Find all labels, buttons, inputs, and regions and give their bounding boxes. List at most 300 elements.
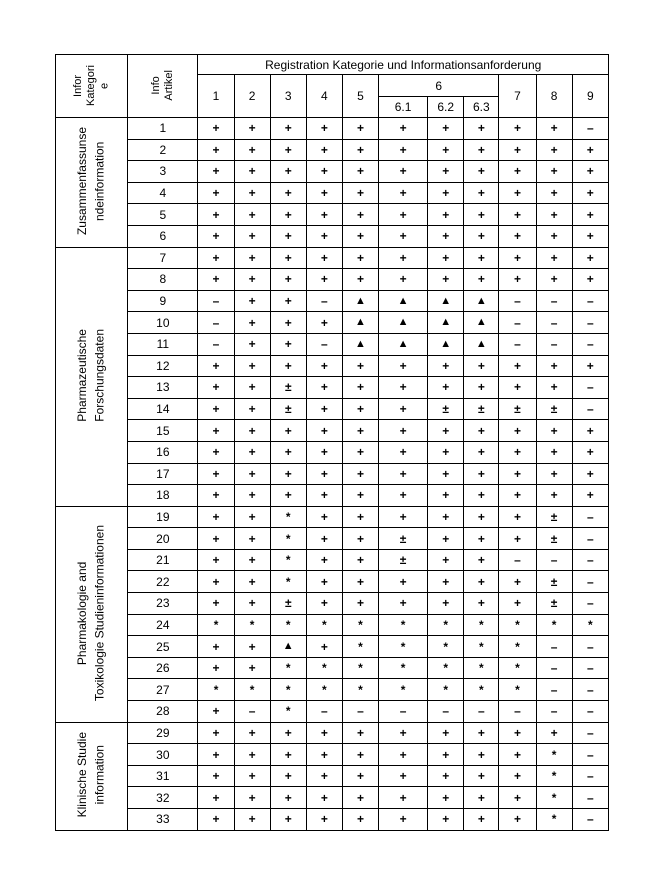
requirement-cell: *: [198, 614, 234, 636]
requirement-cell: +: [464, 593, 499, 615]
table-row: [56, 441, 609, 463]
requirement-cell: +: [306, 420, 342, 442]
requirement-cell: +: [234, 355, 270, 377]
article-number: 19: [128, 506, 198, 528]
requirement-cell: +: [342, 809, 378, 831]
requirement-cell: +: [270, 722, 306, 744]
requirement-cell: +: [464, 787, 499, 809]
table-row: [56, 506, 609, 528]
requirement-cell: +: [234, 549, 270, 571]
requirement-cell: *: [464, 657, 499, 679]
requirement-cell: +: [379, 787, 428, 809]
requirement-cell: –: [536, 549, 572, 571]
requirement-cell: +: [234, 787, 270, 809]
requirement-cell: +: [198, 204, 234, 226]
requirement-cell: +: [499, 204, 536, 226]
requirement-cell: +: [234, 161, 270, 183]
requirement-cell: +: [234, 722, 270, 744]
requirement-cell: +: [428, 593, 464, 615]
table-row: [56, 485, 609, 507]
requirement-cell: ±: [536, 571, 572, 593]
requirement-cell: +: [234, 441, 270, 463]
requirement-cell: +: [428, 139, 464, 161]
requirement-cell: +: [499, 571, 536, 593]
category-cell: [56, 118, 128, 248]
table-row: [56, 377, 609, 399]
requirement-cell: *: [270, 679, 306, 701]
requirement-cell: +: [198, 744, 234, 766]
requirement-cell: +: [198, 398, 234, 420]
table-row: [56, 398, 609, 420]
requirement-cell: –: [499, 312, 536, 334]
requirement-cell: ±: [536, 398, 572, 420]
requirement-cell: *: [379, 636, 428, 658]
article-number: 12: [128, 355, 198, 377]
requirement-cell: +: [428, 269, 464, 291]
requirement-cell: +: [499, 225, 536, 247]
requirement-cell: +: [306, 355, 342, 377]
requirement-cell: +: [536, 463, 572, 485]
article-number: 25: [128, 636, 198, 658]
requirement-cell: +: [499, 809, 536, 831]
requirement-cell: +: [198, 787, 234, 809]
article-number: 29: [128, 722, 198, 744]
category-label: Klinische Studie information: [75, 732, 107, 818]
requirement-cell: –: [306, 290, 342, 312]
requirement-cell: +: [234, 398, 270, 420]
requirement-cell: +: [464, 355, 499, 377]
requirement-cell: +: [342, 118, 378, 140]
requirement-cell: +: [428, 182, 464, 204]
col-header-9: 9: [572, 75, 608, 118]
requirement-cell: *: [342, 636, 378, 658]
requirement-cell: *: [234, 614, 270, 636]
table-row: [56, 204, 609, 226]
requirement-cell: +: [198, 441, 234, 463]
requirement-cell: +: [428, 485, 464, 507]
table-title: Registration Kategorie und Informationsanforderung: [198, 55, 609, 75]
requirement-cell: +: [499, 355, 536, 377]
table-row: [56, 225, 609, 247]
requirement-cell: +: [572, 269, 608, 291]
requirement-cell: +: [379, 420, 428, 442]
requirement-cell: +: [270, 765, 306, 787]
requirement-cell: +: [428, 377, 464, 399]
requirement-cell: +: [464, 225, 499, 247]
table-row: [56, 463, 609, 485]
requirement-cell: +: [306, 593, 342, 615]
requirement-cell: –: [572, 549, 608, 571]
requirement-cell: +: [270, 420, 306, 442]
col-header-1: 1: [198, 75, 234, 118]
requirement-cell: +: [234, 312, 270, 334]
article-number: 26: [128, 657, 198, 679]
category-cell: [56, 506, 128, 722]
table-row: [56, 312, 609, 334]
requirement-cell: –: [306, 333, 342, 355]
article-number: 24: [128, 614, 198, 636]
requirement-cell: +: [499, 744, 536, 766]
requirement-cell: +: [379, 463, 428, 485]
requirement-cell: +: [464, 506, 499, 528]
article-number: 20: [128, 528, 198, 550]
requirement-cell: +: [234, 182, 270, 204]
requirement-cell: +: [464, 809, 499, 831]
col-header-3: 3: [270, 75, 306, 118]
requirement-cell: +: [536, 161, 572, 183]
requirement-cell: +: [198, 225, 234, 247]
requirement-cell: +: [198, 636, 234, 658]
requirement-cell: +: [342, 247, 378, 269]
requirement-cell: +: [536, 420, 572, 442]
article-number: 33: [128, 809, 198, 831]
article-number: 22: [128, 571, 198, 593]
requirement-cell: +: [499, 593, 536, 615]
requirement-cell: +: [342, 528, 378, 550]
article-number: 9: [128, 290, 198, 312]
requirement-cell: +: [499, 247, 536, 269]
requirement-cell: +: [306, 182, 342, 204]
requirement-cell: +: [198, 161, 234, 183]
requirement-cell: *: [270, 701, 306, 723]
requirement-cell: +: [270, 744, 306, 766]
requirement-cell: +: [234, 571, 270, 593]
requirement-cell: +: [270, 809, 306, 831]
requirement-cell: –: [572, 571, 608, 593]
requirement-cell: –: [572, 506, 608, 528]
requirement-cell: *: [428, 657, 464, 679]
requirement-cell: ▲: [342, 312, 378, 334]
requirement-cell: +: [379, 722, 428, 744]
requirement-cell: –: [572, 333, 608, 355]
requirement-cell: +: [234, 463, 270, 485]
requirement-cell: +: [499, 118, 536, 140]
requirement-cell: –: [198, 290, 234, 312]
article-number: 15: [128, 420, 198, 442]
requirement-cell: +: [198, 528, 234, 550]
table-row: [56, 290, 609, 312]
requirement-cell: *: [342, 679, 378, 701]
requirement-cell: +: [342, 139, 378, 161]
table-row: [56, 787, 609, 809]
requirement-cell: +: [342, 355, 378, 377]
col-header-7: 7: [499, 75, 536, 118]
requirement-cell: +: [379, 182, 428, 204]
requirement-cell: +: [234, 506, 270, 528]
requirement-cell: *: [536, 765, 572, 787]
requirement-cell: +: [270, 787, 306, 809]
requirement-cell: +: [234, 744, 270, 766]
requirement-cell: +: [234, 225, 270, 247]
requirement-cell: *: [270, 571, 306, 593]
table-row: [56, 182, 609, 204]
requirement-cell: +: [499, 528, 536, 550]
requirement-cell: +: [234, 657, 270, 679]
requirement-cell: +: [379, 204, 428, 226]
requirement-cell: +: [379, 247, 428, 269]
requirement-cell: –: [234, 701, 270, 723]
requirement-cell: +: [379, 441, 428, 463]
requirement-cell: +: [198, 420, 234, 442]
requirement-cell: +: [379, 809, 428, 831]
table-row: [56, 809, 609, 831]
requirement-cell: +: [499, 269, 536, 291]
requirement-cell: ▲: [428, 290, 464, 312]
requirement-cell: +: [234, 636, 270, 658]
requirement-cell: –: [379, 701, 428, 723]
requirement-cell: –: [572, 593, 608, 615]
col-header-6-2: 6.2: [428, 97, 464, 118]
table-row: [56, 333, 609, 355]
requirement-cell: +: [572, 463, 608, 485]
requirement-cell: +: [198, 506, 234, 528]
requirement-cell: –: [572, 765, 608, 787]
requirement-cell: +: [536, 377, 572, 399]
requirement-cell: ▲: [379, 333, 428, 355]
requirement-cell: +: [428, 204, 464, 226]
requirement-cell: +: [270, 118, 306, 140]
table-row: [56, 679, 609, 701]
requirement-cell: ±: [379, 528, 428, 550]
requirement-cell: +: [464, 528, 499, 550]
requirement-cell: +: [572, 225, 608, 247]
requirement-cell: –: [342, 701, 378, 723]
requirement-cell: +: [428, 765, 464, 787]
requirement-cell: +: [306, 636, 342, 658]
article-number: 13: [128, 377, 198, 399]
requirement-cell: ±: [379, 549, 428, 571]
requirement-cell: *: [464, 614, 499, 636]
requirement-cell: +: [306, 463, 342, 485]
requirement-cell: *: [306, 679, 342, 701]
requirement-cell: +: [428, 722, 464, 744]
requirement-cell: –: [572, 312, 608, 334]
requirement-cell: +: [306, 377, 342, 399]
requirement-cell: +: [499, 182, 536, 204]
requirement-cell: +: [306, 571, 342, 593]
requirement-cell: +: [306, 139, 342, 161]
requirement-cell: +: [198, 139, 234, 161]
table-row: [56, 614, 609, 636]
article-number: 4: [128, 182, 198, 204]
requirement-cell: +: [464, 161, 499, 183]
requirement-cell: +: [572, 182, 608, 204]
requirement-cell: –: [499, 290, 536, 312]
table-row: [56, 139, 609, 161]
requirement-cell: +: [379, 765, 428, 787]
requirement-cell: +: [379, 139, 428, 161]
requirement-cell: +: [536, 355, 572, 377]
requirement-cell: –: [572, 657, 608, 679]
col-header-5: 5: [342, 75, 378, 118]
col-header-6-3: 6.3: [464, 97, 499, 118]
category-label: Zusammenfassunse ndeinformation: [75, 127, 107, 236]
requirement-cell: *: [499, 636, 536, 658]
requirement-cell: +: [234, 809, 270, 831]
requirement-cell: *: [379, 657, 428, 679]
requirement-cell: +: [270, 161, 306, 183]
requirement-cell: +: [342, 377, 378, 399]
requirement-cell: +: [270, 247, 306, 269]
requirement-cell: +: [342, 571, 378, 593]
requirement-cell: *: [198, 679, 234, 701]
requirement-cell: +: [428, 549, 464, 571]
registration-requirements-table: [55, 54, 609, 831]
requirement-cell: +: [572, 485, 608, 507]
requirement-cell: +: [379, 377, 428, 399]
requirement-cell: +: [499, 161, 536, 183]
requirement-cell: –: [536, 312, 572, 334]
table-row: [56, 657, 609, 679]
category-label: Pharmakologie and Toxikologie Studieninformationen: [75, 525, 107, 702]
requirement-cell: +: [270, 463, 306, 485]
requirement-cell: +: [270, 485, 306, 507]
requirement-cell: +: [464, 377, 499, 399]
requirement-cell: +: [198, 377, 234, 399]
requirement-cell: ±: [536, 528, 572, 550]
requirement-cell: +: [536, 722, 572, 744]
requirement-cell: *: [536, 787, 572, 809]
requirement-cell: –: [198, 312, 234, 334]
requirement-cell: –: [572, 722, 608, 744]
requirement-cell: +: [499, 765, 536, 787]
requirement-cell: +: [379, 571, 428, 593]
article-number: 3: [128, 161, 198, 183]
requirement-cell: +: [234, 377, 270, 399]
requirement-cell: *: [270, 657, 306, 679]
requirement-cell: +: [572, 139, 608, 161]
requirement-cell: +: [536, 204, 572, 226]
requirement-cell: +: [428, 118, 464, 140]
requirement-cell: +: [198, 247, 234, 269]
table-row: [56, 118, 609, 140]
requirement-cell: –: [572, 377, 608, 399]
requirement-cell: ±: [428, 398, 464, 420]
requirement-cell: +: [342, 269, 378, 291]
requirement-cell: +: [270, 441, 306, 463]
requirement-cell: +: [428, 355, 464, 377]
requirement-cell: +: [572, 420, 608, 442]
article-header-cell: [128, 55, 198, 118]
requirement-cell: +: [198, 463, 234, 485]
requirement-cell: –: [499, 549, 536, 571]
requirement-cell: +: [464, 118, 499, 140]
requirement-cell: +: [499, 506, 536, 528]
requirement-cell: +: [270, 312, 306, 334]
table-row: [56, 636, 609, 658]
requirement-cell: +: [198, 355, 234, 377]
table-row: [56, 701, 609, 723]
requirement-cell: +: [536, 441, 572, 463]
requirement-cell: +: [428, 528, 464, 550]
requirement-cell: +: [198, 593, 234, 615]
requirement-cell: –: [572, 744, 608, 766]
article-number: 11: [128, 333, 198, 355]
requirement-cell: +: [306, 549, 342, 571]
requirement-cell: +: [234, 204, 270, 226]
requirement-cell: +: [572, 441, 608, 463]
requirement-cell: +: [536, 269, 572, 291]
requirement-cell: +: [428, 809, 464, 831]
requirement-cell: +: [536, 247, 572, 269]
requirement-cell: +: [572, 247, 608, 269]
requirement-cell: +: [306, 398, 342, 420]
requirement-cell: +: [198, 571, 234, 593]
requirement-cell: +: [499, 722, 536, 744]
requirement-cell: +: [379, 593, 428, 615]
requirement-cell: +: [428, 506, 464, 528]
requirement-cell: +: [536, 225, 572, 247]
requirement-cell: +: [198, 701, 234, 723]
requirement-cell: +: [499, 377, 536, 399]
requirement-cell: ±: [270, 398, 306, 420]
requirement-cell: +: [379, 398, 428, 420]
col-header-6-1: 6.1: [379, 97, 428, 118]
requirement-cell: +: [198, 549, 234, 571]
requirement-cell: +: [464, 571, 499, 593]
requirement-cell: +: [234, 528, 270, 550]
article-number: 2: [128, 139, 198, 161]
requirement-cell: ▲: [379, 290, 428, 312]
requirement-cell: +: [342, 765, 378, 787]
category-label: Pharmazeutische Forschungsdaten: [75, 329, 107, 422]
requirement-cell: –: [572, 290, 608, 312]
requirement-cell: –: [306, 701, 342, 723]
requirement-cell: *: [428, 614, 464, 636]
requirement-cell: +: [198, 809, 234, 831]
requirement-cell: *: [428, 636, 464, 658]
article-number: 21: [128, 549, 198, 571]
requirement-cell: +: [198, 118, 234, 140]
requirement-cell: +: [464, 139, 499, 161]
requirement-cell: +: [342, 420, 378, 442]
table-row: [56, 420, 609, 442]
table-row: [56, 161, 609, 183]
requirement-cell: +: [270, 269, 306, 291]
requirement-cell: –: [499, 701, 536, 723]
requirement-cell: +: [306, 765, 342, 787]
requirement-cell: +: [306, 204, 342, 226]
requirement-cell: +: [234, 118, 270, 140]
requirement-cell: +: [342, 441, 378, 463]
requirement-cell: +: [428, 571, 464, 593]
requirement-cell: ±: [270, 593, 306, 615]
requirement-cell: +: [428, 420, 464, 442]
requirement-cell: –: [572, 679, 608, 701]
requirement-cell: *: [270, 528, 306, 550]
requirement-cell: *: [306, 657, 342, 679]
requirement-cell: ▲: [428, 312, 464, 334]
requirement-cell: +: [464, 269, 499, 291]
requirement-cell: *: [379, 614, 428, 636]
requirement-cell: *: [536, 809, 572, 831]
requirement-cell: +: [306, 744, 342, 766]
requirement-cell: +: [464, 765, 499, 787]
requirement-cell: +: [306, 528, 342, 550]
requirement-cell: +: [499, 441, 536, 463]
requirement-cell: *: [536, 614, 572, 636]
requirement-cell: +: [536, 182, 572, 204]
requirement-cell: –: [536, 657, 572, 679]
requirement-cell: *: [270, 549, 306, 571]
requirement-cell: +: [379, 225, 428, 247]
requirement-cell: +: [198, 657, 234, 679]
requirement-cell: +: [306, 485, 342, 507]
requirement-cell: +: [234, 593, 270, 615]
requirement-cell: +: [306, 247, 342, 269]
requirement-cell: *: [342, 657, 378, 679]
requirement-cell: +: [464, 485, 499, 507]
